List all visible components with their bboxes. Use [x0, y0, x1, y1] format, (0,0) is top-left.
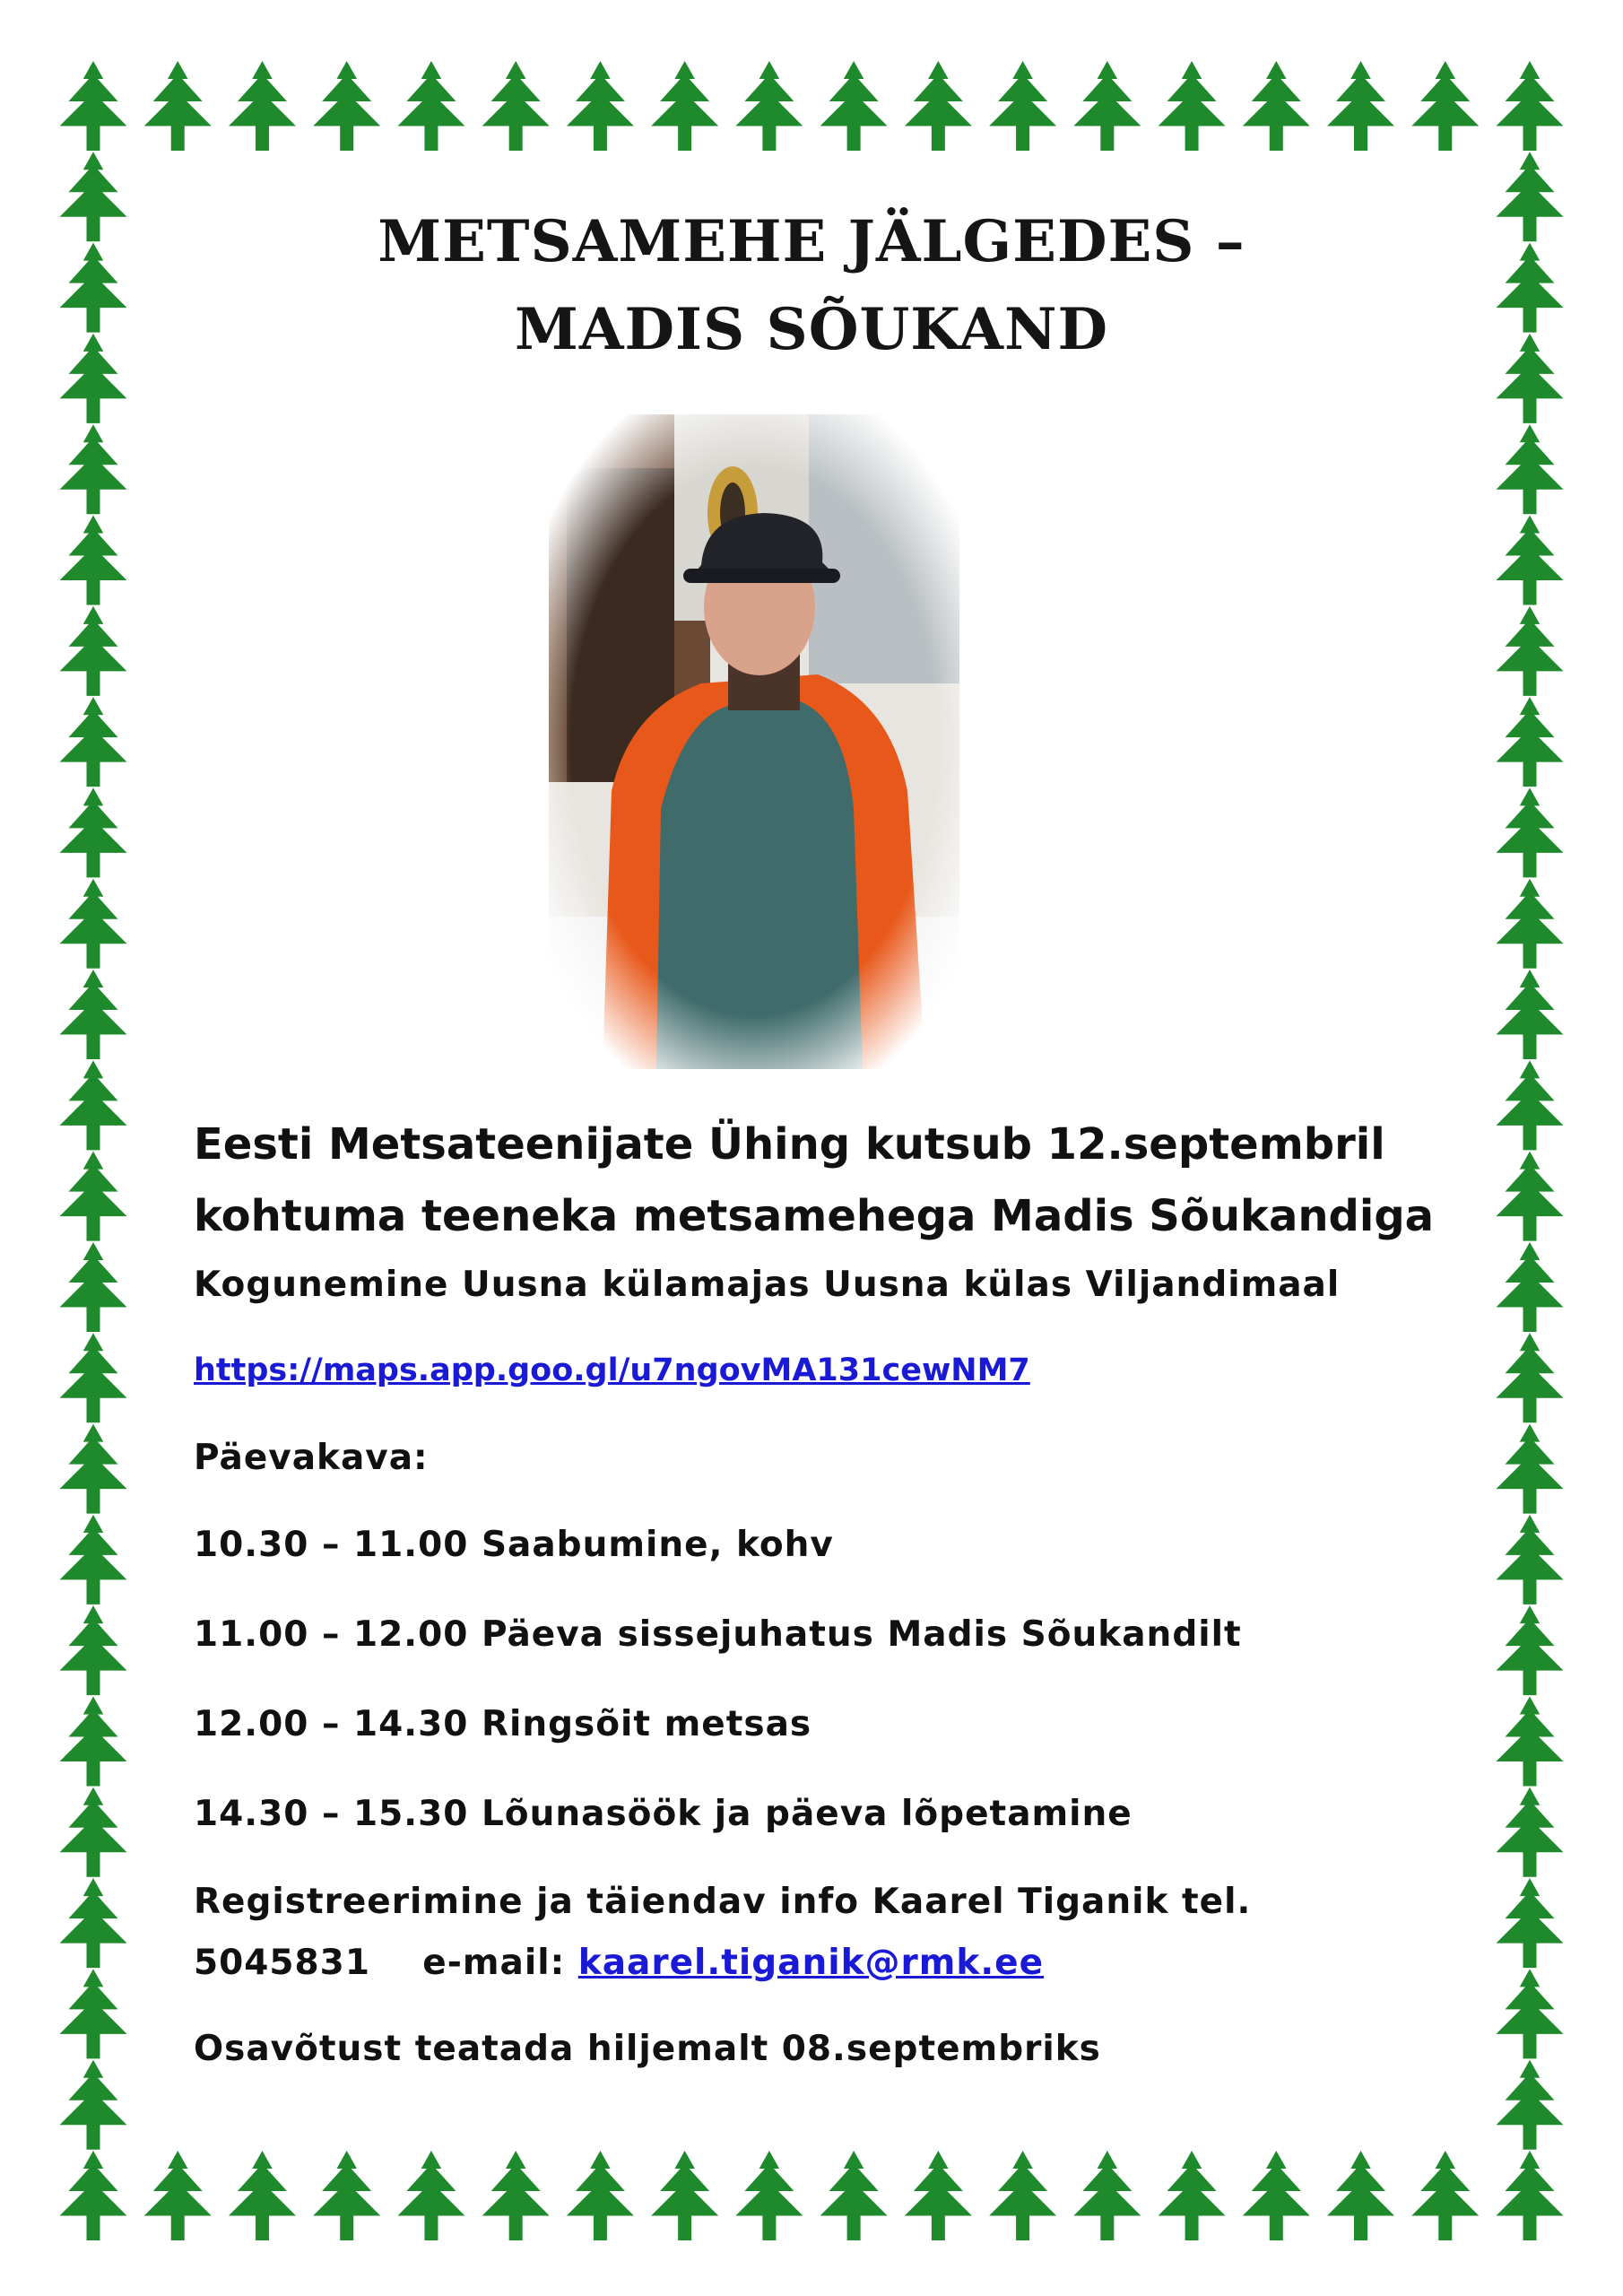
- pine-tree-icon: [567, 2151, 634, 2240]
- pine-tree-icon: [1497, 1060, 1564, 1150]
- pine-tree-icon: [1497, 970, 1564, 1059]
- pine-tree-icon: [651, 61, 718, 151]
- intro-line-2: kohtuma teeneka metsamehega Madis Sõukandiga: [194, 1191, 1435, 1241]
- pine-tree-icon: [60, 2060, 127, 2150]
- pine-tree-icon: [60, 1969, 127, 2058]
- registration-info: Registreerimine ja täiendav info Kaarel Tiganik tel.: [194, 1882, 1252, 1922]
- pine-tree-icon: [60, 1060, 127, 1150]
- pine-tree-icon: [60, 606, 127, 696]
- pine-tree-icon: [1327, 61, 1394, 151]
- pine-tree-icon: [1497, 1333, 1564, 1422]
- schedule-item: 12.00 – 14.30 Ringsõit metsas: [194, 1704, 812, 1744]
- pine-tree-icon: [1497, 1242, 1564, 1332]
- pine-tree-icon: [60, 1152, 127, 1241]
- pine-tree-icon: [1497, 697, 1564, 787]
- pine-tree-icon: [60, 1605, 127, 1695]
- pine-tree-icon: [1073, 2151, 1141, 2240]
- email-label: e-mail:: [422, 1943, 566, 1983]
- schedule-item: 14.30 – 15.30 Lõunasöök ja päeva lõpetamine: [194, 1794, 1133, 1834]
- phone-number: 5045831: [194, 1943, 370, 1983]
- pine-tree-icon: [1497, 1424, 1564, 1514]
- pine-tree-icon: [1497, 1605, 1564, 1695]
- pine-tree-icon: [1497, 606, 1564, 696]
- pine-tree-icon: [1497, 2151, 1564, 2240]
- pine-tree-icon: [735, 61, 803, 151]
- pine-tree-icon: [1073, 61, 1141, 151]
- pine-tree-icon: [229, 2151, 296, 2240]
- pine-tree-icon: [482, 2151, 550, 2240]
- pine-tree-icon: [229, 61, 296, 151]
- pine-tree-icon: [1497, 516, 1564, 605]
- pine-tree-icon: [60, 1424, 127, 1514]
- pine-tree-icon: [905, 61, 972, 151]
- email-link[interactable]: kaarel.tiganik@rmk.ee: [577, 1943, 1045, 1983]
- gathering-location: Kogunemine Uusna külamajas Uusna külas Viljandimaal: [194, 1265, 1341, 1305]
- pine-tree-icon: [60, 1515, 127, 1605]
- pine-tree-icon: [60, 1878, 127, 1968]
- pine-tree-icon: [144, 2151, 212, 2240]
- pine-tree-icon: [1327, 2151, 1394, 2240]
- pine-tree-icon: [1243, 2151, 1310, 2240]
- pine-tree-icon: [1497, 2060, 1564, 2150]
- registration-deadline: Osavõtust teatada hiljemalt 08.septembriks: [194, 2029, 1101, 2069]
- pine-tree-icon: [989, 2151, 1056, 2240]
- pine-tree-icon: [1497, 1515, 1564, 1605]
- pine-tree-icon: [1497, 1969, 1564, 2058]
- pine-tree-icon: [313, 61, 380, 151]
- registration-contact: [194, 1943, 1044, 1983]
- pine-tree-icon: [1497, 1787, 1564, 1877]
- pine-tree-icon: [60, 970, 127, 1059]
- pine-tree-icon: [60, 1696, 127, 1786]
- schedule-item: 11.00 – 12.00 Päeva sissejuhatus Madis Sõukandilt: [194, 1614, 1242, 1655]
- title-line-2: MADIS SÕUKAND: [515, 296, 1108, 363]
- pine-tree-icon: [313, 2151, 380, 2240]
- intro-line-1: Eesti Metsateenijate Ühing kutsub 12.septembril: [194, 1119, 1385, 1170]
- pine-tree-icon: [989, 61, 1056, 151]
- pine-tree-icon: [1243, 61, 1310, 151]
- map-link[interactable]: https://maps.app.goo.gl/u7ngovMA131cewNM7: [194, 1352, 1030, 1388]
- pine-tree-icon: [1159, 61, 1226, 151]
- pine-tree-icon: [1159, 2151, 1226, 2240]
- person-photo: [549, 414, 959, 1069]
- pine-tree-icon: [60, 61, 127, 151]
- pine-tree-icon: [820, 61, 888, 151]
- pine-tree-icon: [1497, 61, 1564, 151]
- pine-tree-icon: [397, 61, 464, 151]
- pine-tree-icon: [905, 2151, 972, 2240]
- pine-tree-icon: [1497, 787, 1564, 877]
- pine-tree-icon: [60, 1333, 127, 1422]
- pine-tree-icon: [1497, 1696, 1564, 1786]
- pine-tree-icon: [397, 2151, 464, 2240]
- pine-tree-icon: [820, 2151, 888, 2240]
- pine-tree-icon: [60, 697, 127, 787]
- pine-tree-icon: [651, 2151, 718, 2240]
- pine-tree-icon: [482, 61, 550, 151]
- pine-tree-icon: [1497, 1152, 1564, 1241]
- pine-tree-icon: [144, 61, 212, 151]
- pine-tree-icon: [735, 2151, 803, 2240]
- agenda-heading: Päevakava:: [194, 1438, 429, 1478]
- pine-tree-icon: [567, 61, 634, 151]
- pine-tree-icon: [1497, 1878, 1564, 1968]
- pine-tree-icon: [1411, 2151, 1479, 2240]
- pine-tree-icon: [60, 879, 127, 969]
- title-line-1: METSAMEHE JÄLGEDES –: [378, 208, 1245, 275]
- pine-tree-icon: [60, 787, 127, 877]
- pine-tree-icon: [60, 1787, 127, 1877]
- pine-tree-icon: [1411, 61, 1479, 151]
- schedule-item: 10.30 – 11.00 Saabumine, kohv: [194, 1525, 834, 1565]
- pine-tree-icon: [60, 516, 127, 605]
- pine-tree-icon: [60, 424, 127, 514]
- pine-tree-icon: [60, 1242, 127, 1332]
- pine-tree-icon: [60, 2151, 127, 2240]
- pine-tree-icon: [1497, 424, 1564, 514]
- pine-tree-icon: [1497, 879, 1564, 969]
